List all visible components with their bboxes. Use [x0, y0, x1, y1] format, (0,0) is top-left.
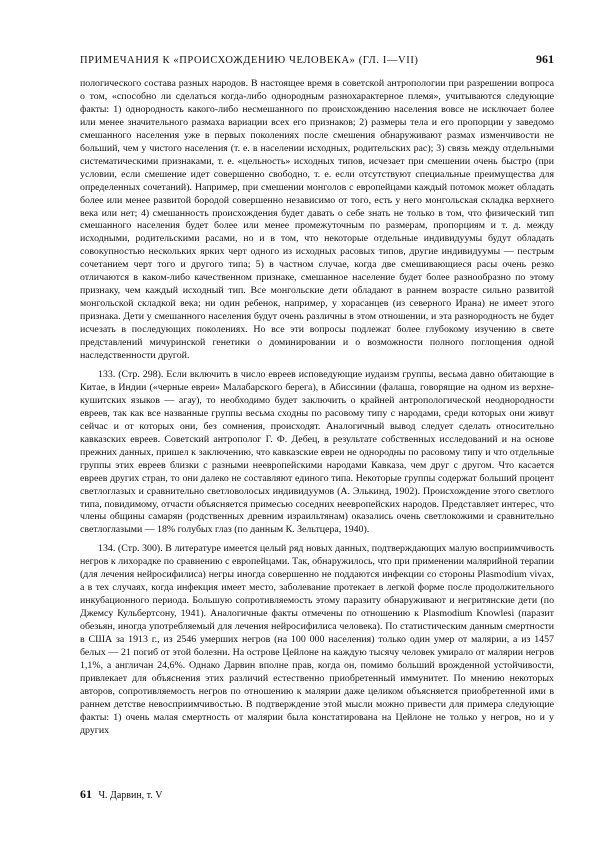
page-number: 961: [536, 52, 554, 66]
signature-mark: 61: [80, 787, 92, 801]
page-body: [80, 78, 554, 738]
note-134: 134. (Стр. 300). В литературе имеется целый ряд новых данных, подтверждающих малую восприимчивость негров к лихорадке по сравнению с европейцами. Так, обнаружилось, что при применении малярийной терапии (для лечения нейросифилиса) негры иногда совершенно не поддаются инфекции со стороны Plasmodium vivax, а в тех случаях, когда инфекция имеет место, заболевание протекает в легкой форме после продолжительного инкубационного периода. Большую сопротивляемость этому паразиту обнаруживают и негритянские дети (по Джемсу Кульбертсону, 1941). Аналогичные факты отмечены по отношению к Plasmodium Knowlesi (паразит обезьян, иногда употребляемый для лечения нейросифилиса человека). По статистическим данным смертности в США за 1913 г., из 2546 умерших негров (на 100 000 населения) только один умер от малярии, а из 1457 белых — 21 погиб от этой болезни. На острове Цейлоне на каждую тысячу человек умирало от малярии негров 1,1%, а англичан 24,6%. Однако Дарвин вполне прав, когда он, помимо больший врожденной устойчивости, привлекает для объяснения этих различий естественно приобретенный иммунитет. По мнению некоторых авторов, сопротивляемость негров по отношению к малярии даже целиком объясняется приобретенной ими в раннем детстве невосприимчивостью. В подтверждение этой мысли можно привести для примера следующие факты: 1) очень малая смертность от малярии была констатирована на Цейлоне не только у негров, но и у других: [80, 543, 554, 736]
footer-text: Ч. Дарвин, т. V: [98, 790, 163, 801]
note-133: 133. (Стр. 298). Если включить в число евреев исповедующие иудаизм группы, весьма давно обитающие в Китае, в Индии («черные евреи» Малабарского берега), в Абиссинии (фалаша, говорящие на одном из верхне-кушитских языков — агау), то необходимо будет заключить о крайней антропологической неоднородности евреев, так как все названные группы весьма сходны по расовому типу с народами, среди которых они живут сейчас и от которых они, без сомнения, происходят. Аналогичный вывод следует сделать относительно кавказских евреев. Советский антрополог Г. Ф. Дебец, в результате собственных исследований и на основе прежних данных, пришел к заключению, что кавказские евреи не однородны по расовому типу и что отдельные группы этих евреев близки с разными неевропейскими народами Кавказа, чем друг с другом. Что касается евреев других стран, то они далеко не составляют единого типа. Некоторые группы содержат больший процент светлоглазых и сравнительно светловолосых индивидуумов (А. Элькинд, 1902). Происхождение этого светлого типа, повидимому, отчасти объясняется примесью соседних неевропейских народов. Представляет интерес, что члены общины самарян (родственных древним израильтянам) оказались очень светлокожими и сравнительно светлоглазыми — 18% голубых глаз (по данным К. Зельтцера, 1940).: [80, 368, 554, 536]
page-footer: [80, 787, 163, 802]
running-title: ПРИМЕЧАНИЯ К «ПРОИСХОЖДЕНИЮ ЧЕЛОВЕКА» (ГЛ. I—VII): [80, 55, 419, 66]
running-header: [80, 52, 554, 67]
paragraph-continuation: пологического состава разных народов. В настоящее время в советской антропологии при разрешении вопроса о том, «способно ли сделаться когда-либо однородным разнохарактерное племя», учитываются следующие факты: 1) однородность какого-либо несмешанного по происхождению населения вовсе не исключает более или менее значительного размаха вариации всех его признаков; 2) размеры тела и его пропорции у заведомо смешанного населения уже в первых поколениях после смешения обнаруживают размах изменчивости не больший, чем у чистого населения (т. е. в населении исходных, родительских рас); 3) связь между отдельными систематическими признаками, т. е. «цельность» исходных типов, исчезает при смешении очень быстро (при условии, если смешение идет совершенно свободно, т. е. если отсутствуют специальные преимущества для определенных сочетаний). Например, при смешении монголов с европейцами каждый потомок может обладать более или менее развитой бородой совершенно независимо от того, есть у него монгольская складка верхнего века или нет; 4) смешанность происхождения будет давать о себе знать не только в том, что физический тип смешанного населения будет более или менее промежуточным по размерам, пропорциям и т. д. между исходными, родительскими расами, но и в том, что некоторые отдельные индивидуумы будут обладать совокупностью нескольких ярких черт одного из исходных расовых типов, другие индивидуумы — пестрым сочетанием черт того и другого типа; 5) в частном случае, когда две смешивающиеся расы очень резко отличаются в каком-либо качественном признаке, смешанное население будет более разнообразно по этому признаку, чем каждый исходный тип. Все монгольские дети обладают в раннем возрасте сильно развитой монгольской складкой века; ни один ребенок, например, у хорасанцев (из северного Ирана) не имеет этого признака. Дети у смешанного населения будут очень различны в этом отношении, и эта разнородность не будет исчезать в последующих поколениях. Но все эти вопросы подлежат более глубокому изучению в свете представлений мичуринской генетики о доминировании и о возможности полного поглощения одной наследственности другой.: [80, 78, 554, 362]
